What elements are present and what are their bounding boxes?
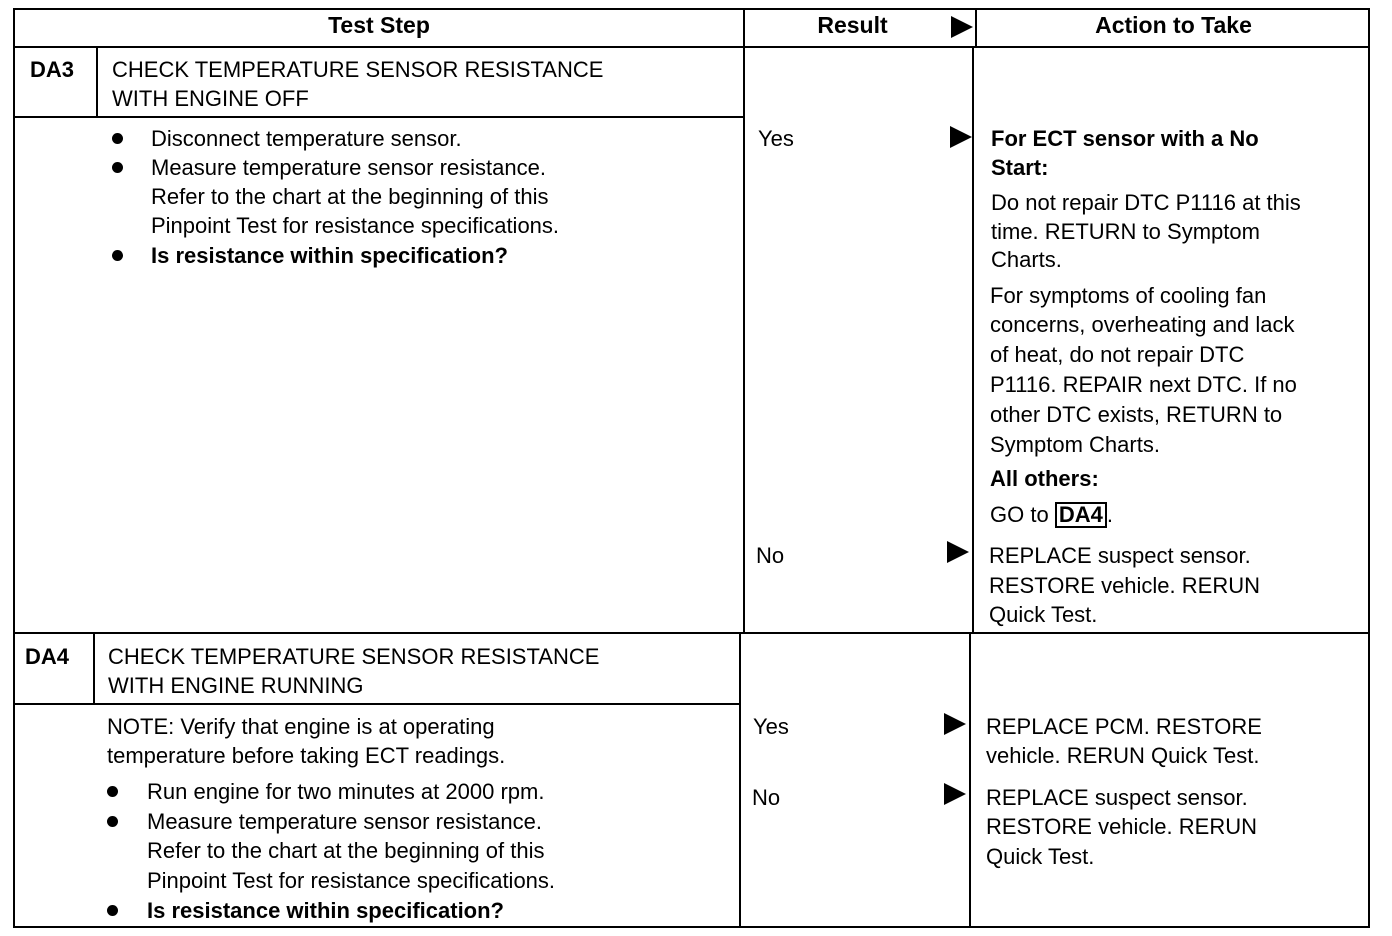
da4-title-bottom — [14, 703, 740, 705]
da3-title-line1: CHECK TEMPERATURE SENSOR RESISTANCE — [112, 57, 604, 82]
result-arrow-icon — [947, 541, 969, 563]
da4-bullet-2-cont-b: Pinpoint Test for resistance specifications. — [147, 868, 556, 893]
da3-step-id: DA3 — [30, 57, 75, 82]
da3-yes-ect-text-3: Charts. — [991, 247, 1062, 272]
da3-title-bottom — [14, 116, 744, 118]
bullet-icon — [112, 162, 123, 173]
da4-result-no: No — [752, 785, 781, 810]
goto-da4-link[interactable]: DA4 — [1055, 502, 1107, 528]
da4-title-line2: WITH ENGINE RUNNING — [108, 673, 364, 698]
da3-title-line2: WITH ENGINE OFF — [112, 86, 309, 111]
bullet-icon — [112, 133, 123, 144]
table-bottom-border — [14, 926, 1370, 928]
col-sep-result-top — [743, 8, 745, 633]
da4-title — [108, 642, 599, 700]
da4-title-line1: CHECK TEMPERATURE SENSOR RESISTANCE — [108, 644, 600, 669]
da3-title — [112, 55, 603, 113]
goto-suffix: . — [1106, 502, 1113, 527]
header-action: Action to Take — [1095, 12, 1252, 38]
da3-bullet-2: Measure temperature sensor resistance. — [151, 155, 546, 180]
col-sep-action-top — [972, 46, 974, 633]
da3-yes-all-others: All others: — [990, 466, 1099, 491]
da4-id-sep — [93, 632, 95, 704]
bullet-icon — [107, 816, 118, 827]
da3-yes-fan-5: other DTC exists, RETURN to — [990, 402, 1283, 427]
da4-bullet-2-cont-a: Refer to the chart at the beginning of this — [147, 838, 545, 863]
header-result: Result — [817, 12, 888, 38]
goto-prefix: GO to — [990, 502, 1049, 527]
header-arrow-icon — [951, 16, 973, 38]
da4-bullet-2: Measure temperature sensor resistance. — [147, 809, 542, 834]
da4-result-yes: Yes — [753, 714, 789, 739]
bullet-icon — [112, 250, 123, 261]
bullet-icon — [107, 905, 118, 916]
da4-bullet-1: Run engine for two minutes at 2000 rpm. — [147, 779, 545, 804]
da3-yes-fan-3: of heat, do not repair DTC — [990, 342, 1245, 367]
da4-note-2: temperature before taking ECT readings. — [107, 743, 506, 768]
table-left-border — [13, 8, 15, 928]
header-bottom-border — [14, 46, 1370, 48]
da4-no-line2: RESTORE vehicle. RERUN — [986, 814, 1257, 839]
da4-yes-line2: vehicle. RERUN Quick Test. — [986, 743, 1260, 768]
result-arrow-icon — [944, 713, 966, 735]
da3-yes-fan-2: concerns, overheating and lack — [990, 312, 1295, 337]
da3-yes-fan-6: Symptom Charts. — [990, 432, 1160, 457]
da3-yes-fan-4: P1116. REPAIR next DTC. If no — [990, 372, 1297, 397]
da4-no-line1: REPLACE suspect sensor. — [986, 785, 1248, 810]
result-arrow-icon — [950, 126, 972, 148]
da3-yes-goto[interactable] — [990, 500, 1113, 529]
da4-note-1: NOTE: Verify that engine is at operating — [107, 714, 495, 739]
da4-no-line3: Quick Test. — [986, 844, 1095, 869]
da3-no-line2: RESTORE vehicle. RERUN — [989, 573, 1260, 598]
da3-bullet-1: Disconnect temperature sensor. — [151, 126, 462, 151]
da3-bullet-2-cont-a: Refer to the chart at the beginning of this — [151, 184, 549, 209]
result-arrow-icon — [944, 783, 966, 805]
da3-yes-ect-heading-2: Start: — [991, 155, 1049, 180]
da3-yes-fan-1: For symptoms of cooling fan — [990, 283, 1267, 308]
col-sep-action-bottom — [969, 632, 971, 928]
col-sep-result-bottom — [739, 632, 741, 928]
da4-yes-line1: REPLACE PCM. RESTORE — [986, 714, 1262, 739]
da3-no-line1: REPLACE suspect sensor. — [989, 543, 1251, 568]
table-top-border — [14, 8, 1370, 10]
da3-bullet-2-cont-b: Pinpoint Test for resistance specifications. — [151, 213, 560, 238]
da4-question: Is resistance within specification? — [147, 898, 504, 923]
bullet-icon — [107, 786, 118, 797]
da3-id-sep — [96, 46, 98, 117]
da3-question: Is resistance within specification? — [151, 243, 508, 268]
da3-yes-ect-text-2: time. RETURN to Symptom — [991, 219, 1260, 244]
da3-result-no: No — [756, 543, 785, 568]
table-right-border — [1368, 8, 1370, 928]
da3-result-yes: Yes — [758, 126, 794, 151]
da4-step-id: DA4 — [25, 644, 70, 669]
da3-yes-ect-heading-1: For ECT sensor with a No — [991, 126, 1259, 151]
da3-no-line3: Quick Test. — [989, 602, 1098, 627]
da3-yes-ect-text-1: Do not repair DTC P1116 at this — [991, 190, 1301, 215]
header-test-step: Test Step — [328, 12, 430, 38]
row-divider — [14, 632, 1370, 634]
